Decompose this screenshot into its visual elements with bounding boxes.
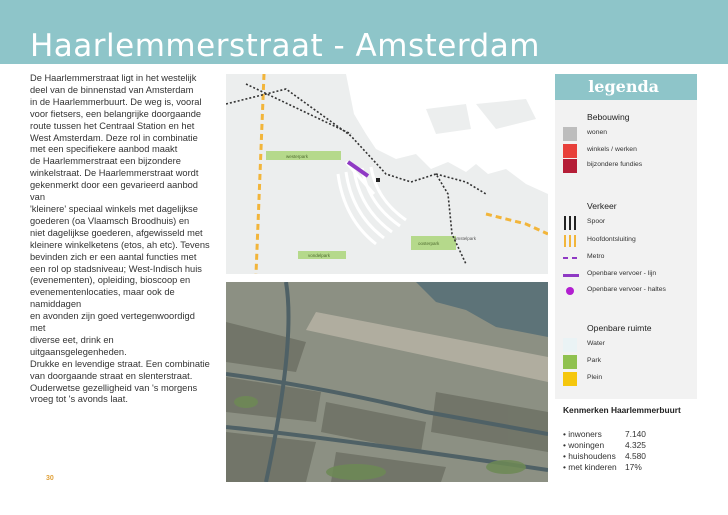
legend-item-wonen <box>563 127 693 141</box>
swatch-winkels <box>563 144 577 158</box>
legend-item-park <box>563 355 693 369</box>
road-icon <box>563 234 577 248</box>
label-oosterpark: oosterpark <box>418 241 440 246</box>
section-verkeer: Verkeer <box>587 201 617 211</box>
label-spoor: Spoor <box>587 218 606 225</box>
schematic-map <box>226 74 548 274</box>
aerial-photo <box>226 282 548 482</box>
stat-value: 7.140 <box>625 429 646 439</box>
legend-item-ov-lijn <box>563 268 693 282</box>
stat-row <box>563 451 693 462</box>
label-ov-haltes: Openbare vervoer - haltes <box>587 286 666 293</box>
stat-label: • met kinderen <box>563 462 617 472</box>
stat-value: 4.325 <box>625 440 646 450</box>
metro-icon <box>563 251 577 265</box>
station-marker <box>376 178 380 182</box>
swatch-park <box>563 355 577 369</box>
stat-row <box>563 462 693 473</box>
label-plein: Plein <box>587 374 603 381</box>
legend-item-bijzondere <box>563 159 693 173</box>
stat-row <box>563 440 693 451</box>
stats-title: Kenmerken Haarlemmerbuurt <box>563 405 681 415</box>
legend-panel <box>555 74 697 482</box>
map-svg <box>226 74 548 274</box>
label-amstelpark: amstelpark <box>454 236 477 241</box>
water-area <box>346 74 548 194</box>
section-bebouwing: Bebouwing <box>587 112 630 122</box>
legend-item-plein <box>563 372 693 386</box>
page-title: Haarlemmerstraat - Amsterdam <box>30 28 540 64</box>
stat-label: • inwoners <box>563 429 602 439</box>
label-winkels: winkels / werken <box>587 146 637 153</box>
label-wonen: wonen <box>587 129 608 136</box>
legend-item-winkels <box>563 144 693 158</box>
label-bijzondere: bijzondere fundies <box>587 161 643 168</box>
legend-item-spoor <box>563 216 693 230</box>
rail-icon <box>563 216 577 230</box>
label-ov-lijn: Openbare vervoer - lijn <box>587 270 657 277</box>
swatch-water <box>563 338 577 352</box>
label-water: Water <box>587 340 605 347</box>
legend-title: legenda <box>588 77 659 96</box>
legend-item-metro <box>563 251 693 265</box>
legend-item-hoofdontsluiting <box>563 234 693 248</box>
label-metro: Metro <box>587 253 605 260</box>
legend-item-ov-haltes <box>563 284 693 298</box>
legend-item-water <box>563 338 693 352</box>
page-number: 30 <box>46 475 54 482</box>
section-openbare-ruimte: Openbare ruimte <box>587 323 652 333</box>
label-vondelpark: vondelpark <box>308 253 331 258</box>
stats-box <box>555 399 697 482</box>
stat-label: • huishoudens <box>563 451 616 461</box>
swatch-wonen <box>563 127 577 141</box>
stat-row <box>563 429 693 440</box>
stat-value: 4.580 <box>625 451 646 461</box>
transit-line-icon <box>563 274 579 277</box>
label-hoofdontsluiting: Hoofdontsluiting <box>587 236 636 243</box>
swatch-plein <box>563 372 577 386</box>
swatch-bijzondere <box>563 159 577 173</box>
transit-stop-icon <box>566 287 574 295</box>
stat-label: • woningen <box>563 440 605 450</box>
label-park: Park <box>587 357 601 364</box>
aerial-svg <box>226 282 548 482</box>
intro-text: De Haarlemmerstraat ligt in het westelijk deel van de binnenstad van Amsterdam in de Haarlemmerbuurt. De weg is, vooral voor fietsers, een belangrijke doorgaande route tussen het Centraal Station en het West Amsterdam. Deze rol in combinatie met een specifiekere aanbod maakt de Haarlemmerstraat een bijzondere winkelstraat. De Haarlemmerstraat wordt gekenmerkt door een gevarieerd aanbod van 'kleinere' speciaal winkels met dagelijkse goederen (oa Vlaamsch Broodhuis) en niet dagelijkse goederen, afgewisseld met kleinere winkelketens (etos, ah etc). Tevens bevinden zich er een aantal functies met een rol op stadsniveau; West-Indisch huis (evenementen), opleiding, bioscoop en evenementenlocaties, maar ook de namiddagen en avonden zijn goed vertegenwoordigd met diverse eet, drink en uitgaansgelegenheden. Drukke en levendige straat. Een combinatie van doorgaande straat en slenterstraat. Ouderwetse gezelligheid van 's morgens vroeg tot 's avonds laat. <box>30 73 210 405</box>
stat-value: 17% <box>625 462 642 472</box>
label-westerpark: westerpark <box>286 154 309 159</box>
canal-rings <box>338 162 406 244</box>
